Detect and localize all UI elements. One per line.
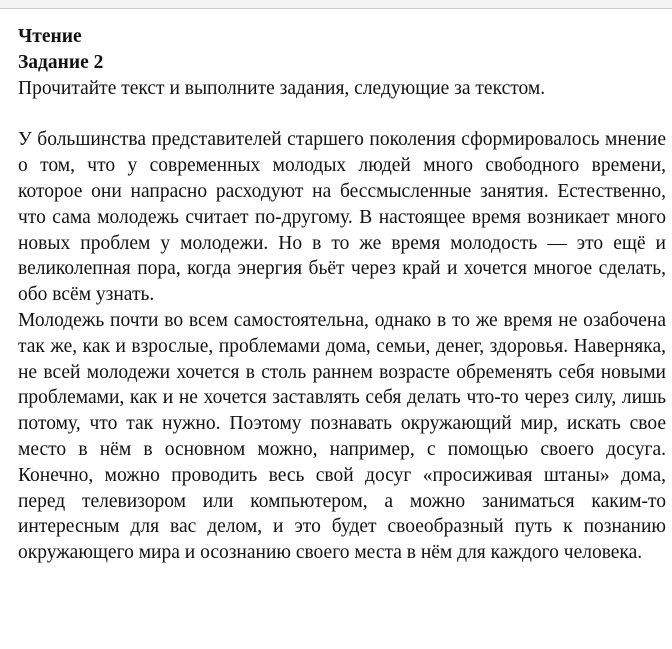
text-paragraph-2: Молодежь почти во всем самостоятельна, однако в то же время не озабочена так же, как и взрослые, проблемами дома, семьи, денег, здоровья. Наверняка, не всей молодежи хочется в столь раннем возрасте обременять себя новыми проблемами, как и не хочется заставлять себя делать что-то через силу, лишь потому, что так нужно. Поэтому познавать окружающий мир, искать свое место в нём в основном можно, например, с помощью своего досуга. Конечно, можно проводить весь свой досуг «просиживая штаны» дома, перед телевизором или компьютером, а можно заниматься каким-то интересным для вас делом, и это будет своеобразный путь к познанию окружающего мира и осознанию своего места в нём для каждого человека. xyxy=(18,309,666,564)
task-instruction: Прочитайте текст и выполните задания, следующие за текстом. xyxy=(18,77,546,99)
text-paragraph-1: У большинства представителей старшего поколения сформировалось мнение о том, что у современных молодых людей много свободного времени, которое они напрасно расходуют на бессмысленные занятия. Естественно, что сама молодежь считает по-другому. В настоящее время возникает много новых проблем у молодежи. Но в то же время молодость — это ещё и великолепная пора, когда энергия бьёт через край и хочется многое сделать, обо всём узнать. xyxy=(18,129,666,306)
section-heading: Чтение xyxy=(18,26,82,47)
task-heading: Задание 2 xyxy=(18,51,104,73)
document-page xyxy=(18,24,666,566)
top-edge xyxy=(0,0,672,9)
